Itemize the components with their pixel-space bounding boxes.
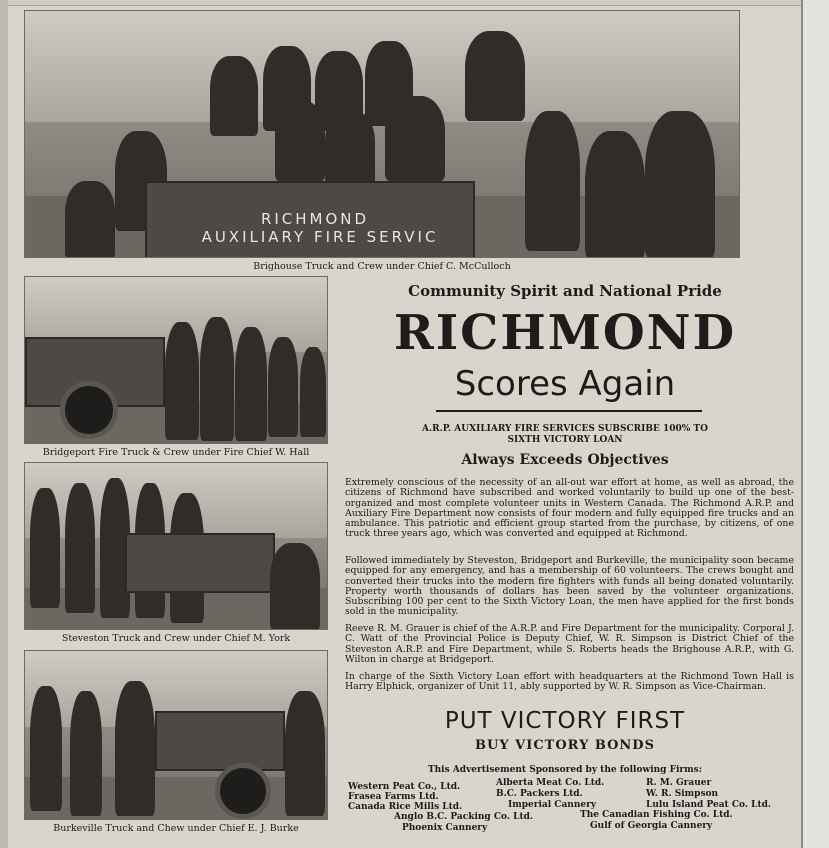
sponsor: Frasea Farms Ltd. <box>348 792 439 802</box>
sponsor: Lulu Island Peat Co. Ltd. <box>646 800 772 810</box>
fire-truck <box>125 533 275 593</box>
crew-member <box>115 681 155 816</box>
crew-member <box>645 111 715 258</box>
bridgeport-photo <box>24 276 328 444</box>
sponsor: Imperial Cannery <box>508 800 597 810</box>
sponsor: W. R. Simpson <box>646 789 719 799</box>
sub-headline: Scores Again <box>454 364 676 404</box>
crew-member <box>465 31 525 121</box>
paragraph-1: Extremely conscious of the necessity of an all-out war effort at home, as well as abroad, the citizens of Richmond have subscribed and worked voluntarily to build up one of the best-organized and most complete volunteer units in Western Canada. The Richmond A.R.P. and Auxiliary Fire Department now consists of four modern and fully equipped fire trucks and an ambulance. This patriotic and efficient group started from the purchase, by citizens, of one truck three years ago, which was converted and equipped at Richmond. <box>345 477 794 540</box>
sponsor: B.C. Packers Ltd. <box>496 789 583 799</box>
bridgeport-caption: Bridgeport Fire Truck & Crew under Fire Chief W. Hall <box>42 447 310 458</box>
main-headline: RICHMOND <box>393 305 737 361</box>
crew-member <box>165 322 199 440</box>
brighouse-photo <box>24 10 740 258</box>
headline-rule <box>436 410 702 412</box>
burkeville-photo <box>24 650 328 820</box>
crew-member <box>65 483 95 613</box>
crew-member <box>70 691 102 816</box>
crew-member <box>65 181 115 258</box>
crew-member <box>200 317 234 441</box>
crew-member <box>285 691 325 816</box>
sponsor: Anglo B.C. Packing Co. Ltd. <box>394 812 534 822</box>
truck-wheel <box>215 763 271 819</box>
crew-member <box>385 96 445 181</box>
crew-member <box>235 327 267 441</box>
sponsor: Canada Rice Mills Ltd. <box>348 802 463 812</box>
fire-truck <box>155 711 285 771</box>
sponsor: Alberta Meat Co. Ltd. <box>496 778 605 788</box>
slogan-2: BUY VICTORY BONDS <box>475 738 655 753</box>
steveston-photo <box>24 462 328 630</box>
page-top-edge <box>0 0 829 6</box>
slogan: PUT VICTORY FIRST <box>444 708 686 734</box>
crew-member <box>268 337 298 437</box>
sponsor: The Canadian Fishing Co. Ltd. <box>580 810 733 820</box>
steveston-caption: Steveston Truck and Crew under Chief M. York <box>61 633 291 644</box>
sponsor: Gulf of Georgia Cannery <box>590 821 713 831</box>
paragraph-4: In charge of the Sixth Victory Loan effort with headquarters at the Richmond Town Hall is Harry Elphick, organizer of Unit 11, ably supported by W. R. Simpson as Vice-Chairman. <box>345 671 794 693</box>
crew-member <box>585 131 645 258</box>
subhead-line-1: A.R.P. AUXILIARY FIRE SERVICES SUBSCRIBE 100% TO <box>422 424 708 434</box>
subhead-line-2: SIXTH VICTORY LOAN <box>507 435 623 445</box>
kicker-headline: Community Spirit and National Pride <box>408 282 722 300</box>
crew-member <box>270 543 320 630</box>
sponsor: Western Peat Co., Ltd. <box>348 782 461 792</box>
subhead <box>345 424 785 446</box>
truck-lettering-2: AUXILIARY FIRE SERVIC <box>201 228 439 246</box>
truck-lettering-1: RICHMOND <box>260 210 370 228</box>
crew-member <box>325 111 375 186</box>
crew-member <box>30 686 62 811</box>
truck-wheel <box>60 381 118 439</box>
tagline: Always Exceeds Objectives <box>461 452 669 468</box>
crew-member <box>300 347 326 437</box>
crew-member <box>30 488 60 608</box>
page-left-edge <box>0 0 8 848</box>
sponsor: R. M. Grauer <box>646 778 712 788</box>
sponsor: Phoenix Cannery <box>402 823 488 833</box>
sponsor-intro: This Advertisement Sponsored by the following Firms: <box>427 765 703 775</box>
brighouse-caption: Brighouse Truck and Crew under Chief C. McCulloch <box>253 261 511 272</box>
page-right-edge <box>801 0 829 848</box>
paragraph-3: Reeve R. M. Grauer is chief of the A.R.P. and Fire Department for the municipality. Corporal J. C. Watt of the Provincial Police is Deputy Chief, W. R. Simpson is District Chief of the Steveston A.R.P. and Fire Department, while S. Roberts heads the Brighouse A.R.P., with G. Wilton in charge at Bridgeport. <box>345 623 794 665</box>
paragraph-2: Followed immediately by Steveston, Bridgeport and Burkeville, the municipality soon became equipped for any emergency, and has a membership of 60 volunteers. The crews bought and converted their trucks into the modern fire fighters with funds all being donated voluntarily. Property worth thousands of dollars has been saved by the volunteer organizations. Subscribing 100 per cent to the Sixth Victory Loan, the men have applied for the first bonds sold in the municipality. <box>345 555 794 618</box>
burkeville-caption: Burkeville Truck and Chew under Chief E. J. Burke <box>53 823 299 834</box>
crew-member <box>275 101 325 181</box>
crew-member <box>525 111 580 251</box>
crew-member <box>210 56 258 136</box>
